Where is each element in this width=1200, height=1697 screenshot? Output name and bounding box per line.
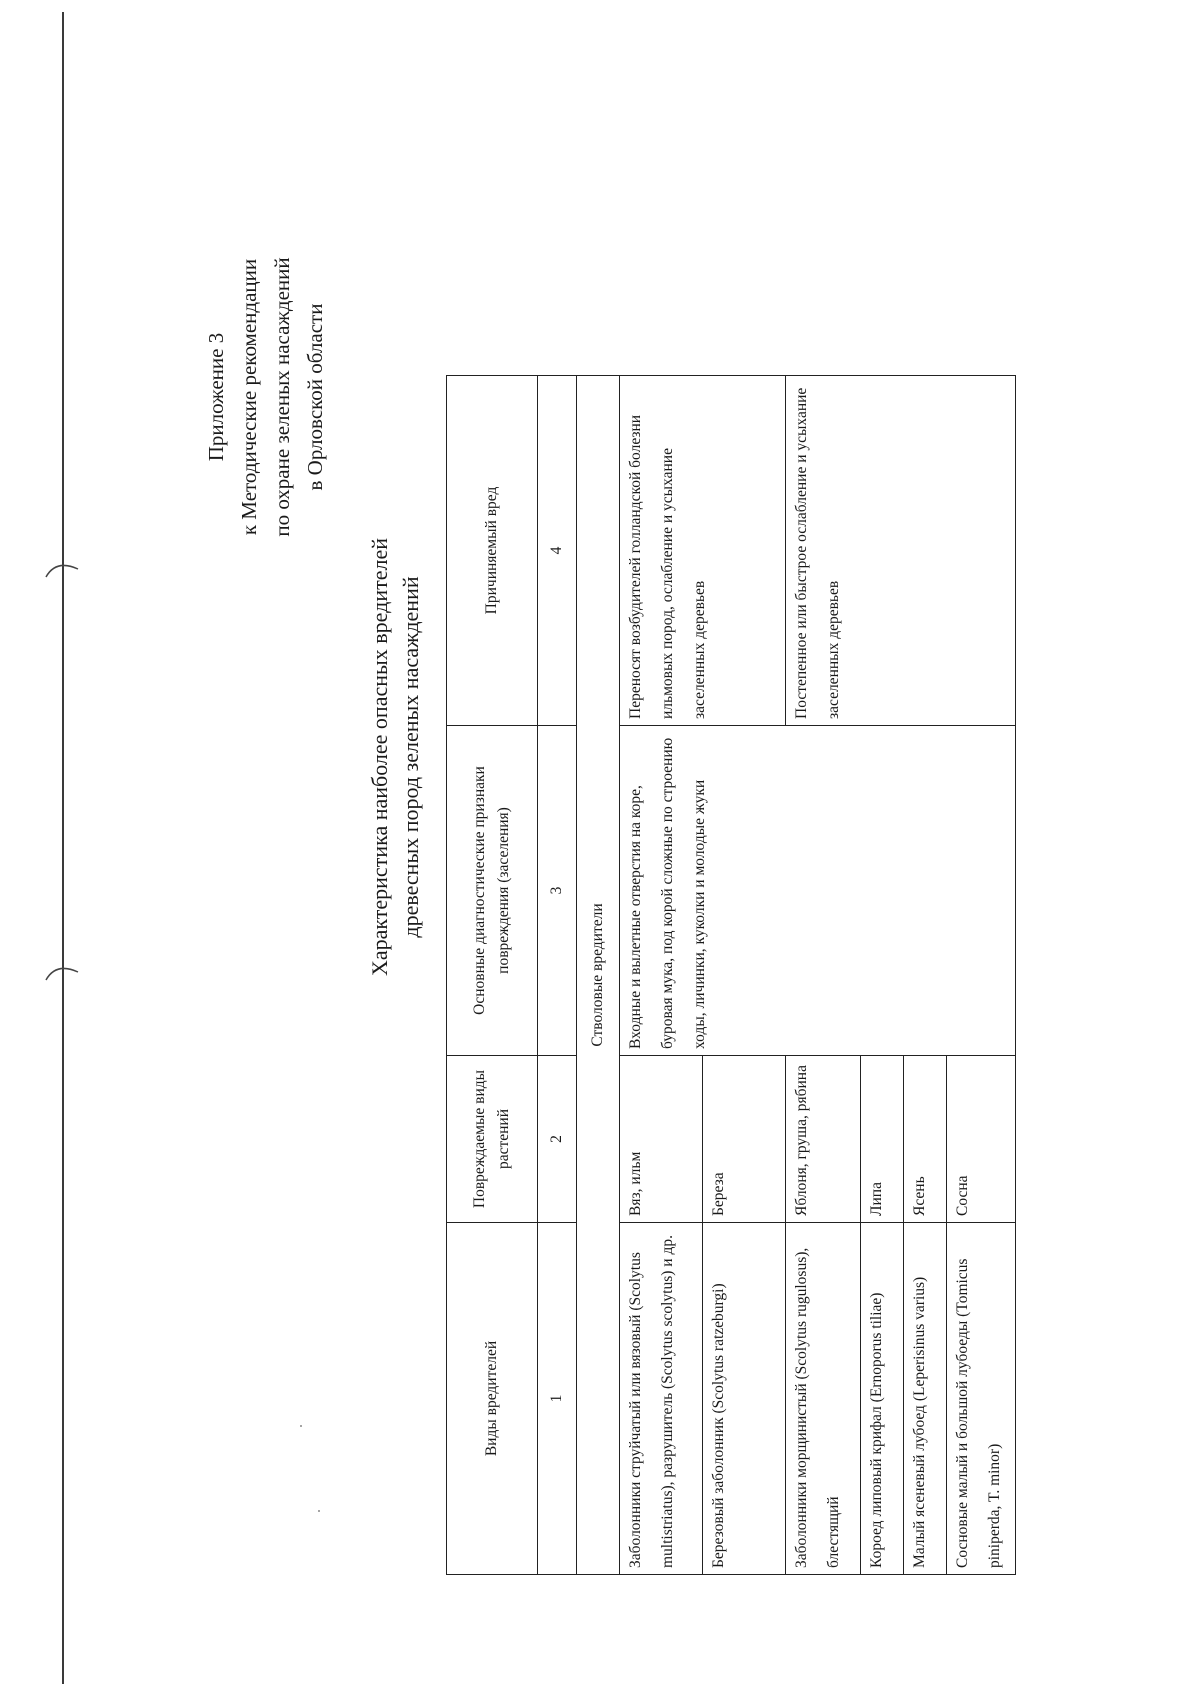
plants-cell: Вяз, ильм	[620, 1056, 703, 1223]
header-diagnostic-signs: Основные диагностические признаки повреждения (заселения)	[447, 726, 538, 1056]
plants-cell: Береза	[703, 1056, 786, 1223]
diagnostic-signs-cell: Входные и вылетные отверстия на коре, буровая мука, под корой сложные по строению ходы, личинки, куколки и молодые жуки	[620, 726, 1016, 1056]
table-row	[620, 376, 703, 1575]
pest-cell: Короед липовый крифал (Ernoporus tiliae)	[861, 1223, 904, 1575]
appendix-reference-line: в Орловской области	[303, 303, 327, 491]
section-title: Стволовые вредители	[577, 376, 620, 1575]
plants-cell: Сосна	[947, 1056, 1016, 1223]
harm-cell: Переносят возбудителей голландской болезни ильмовых пород, ослабление и усыхание заселенных деревьев	[620, 376, 786, 726]
title-line: Характеристика наиболее опасных вредителей	[367, 537, 392, 977]
column-number: 2	[538, 1056, 577, 1223]
appendix-number: Приложение 3	[204, 332, 228, 462]
pest-cell: Заболонники струйчатый или вязовый (Scolytus multistriatus), разрушитель (Scolytus scolytus) и др.	[620, 1223, 703, 1575]
document-title	[364, 377, 426, 1137]
header-pest-species: Виды вредителей	[447, 1223, 538, 1575]
appendix-reference-line: к Методические рекомендации	[237, 258, 261, 536]
title-line: древесных пород зеленых насаждений	[398, 576, 423, 938]
pest-cell: Сосновые малый и большой лубоеды (Tomicus piniperda, T. minor)	[947, 1223, 1016, 1575]
column-number: 3	[538, 726, 577, 1056]
pest-cell: Заболонники морщинистый (Scolytus rugulosus), блестящий	[786, 1223, 861, 1575]
column-number: 4	[538, 376, 577, 726]
section-row	[577, 376, 620, 1575]
appendix-heading	[200, 137, 332, 657]
header-harm: Причиняемый вред	[447, 376, 538, 726]
pest-cell: Березовый заболонник (Scolytus ratzeburgi)	[703, 1223, 786, 1575]
pests-table	[446, 375, 1016, 1575]
pest-cell: Малый ясеневый лубоед (Leperisinus varius)	[904, 1223, 947, 1575]
plants-cell: Липа	[861, 1056, 904, 1223]
appendix-reference-line: по охране зеленых насаждений	[270, 257, 294, 537]
table-header-row	[447, 376, 538, 1575]
column-number: 1	[538, 1223, 577, 1575]
header-damaged-plants: Повреждаемые виды растений	[447, 1056, 538, 1223]
harm-cell: Постепенное или быстрое ослабление и усыхание заселенных деревьев	[786, 376, 1016, 726]
plants-cell: Ясень	[904, 1056, 947, 1223]
column-number-row	[538, 376, 577, 1575]
plants-cell: Яблоня, груша, рябина	[786, 1056, 861, 1223]
